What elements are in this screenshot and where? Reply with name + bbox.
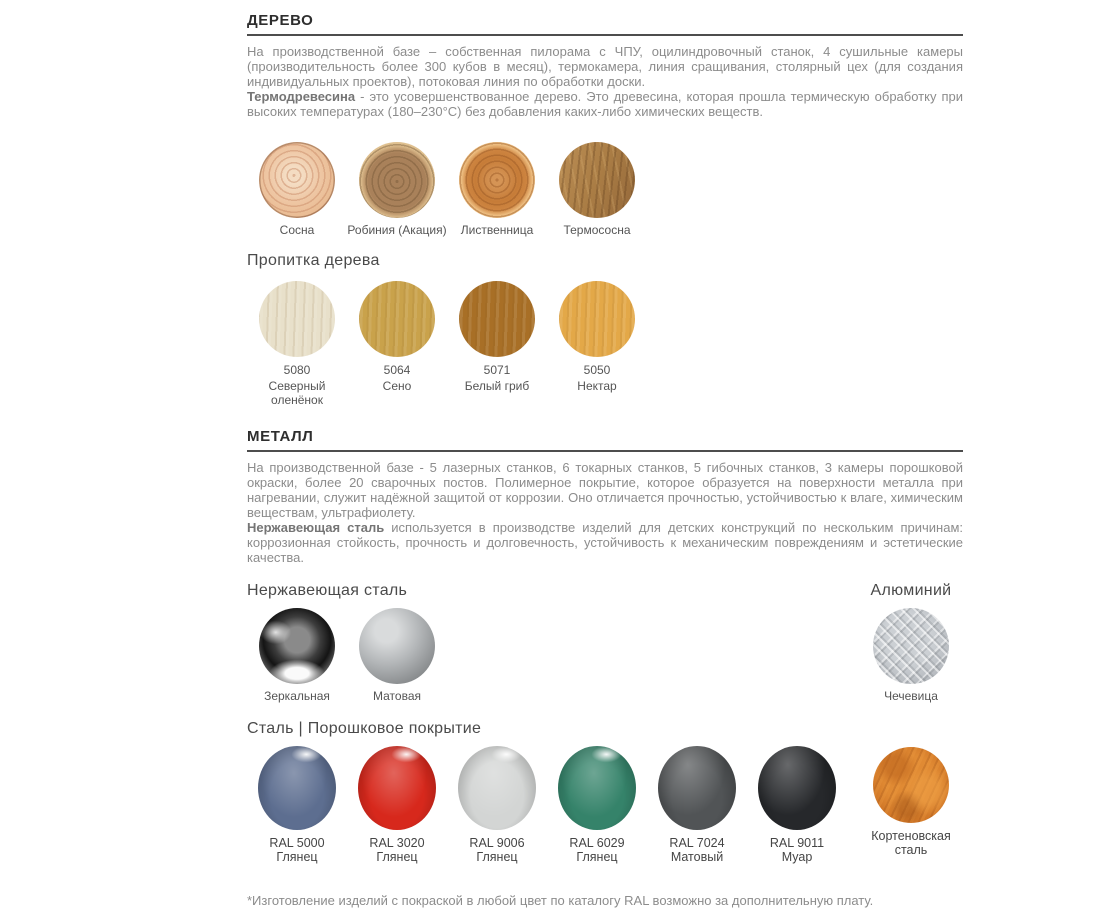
powder-group [247, 720, 847, 864]
powder-coating-row [247, 720, 963, 864]
swatch-label: Зеркальная [264, 689, 330, 703]
impregnation-heading: Пропитка дерева [247, 252, 380, 269]
wood-section-title: ДЕРЕВО [247, 12, 314, 29]
ral-finish: Глянец [576, 850, 618, 864]
ral-code: RAL 9006 [469, 836, 525, 850]
impregnation-name: Нектар [577, 379, 617, 393]
aluminum-checkerplate-image [873, 608, 949, 684]
ral-sphere-image [558, 746, 636, 830]
thermowood-lead: Термодревесина [247, 89, 356, 104]
ral-sphere-image [658, 746, 736, 830]
ral-sphere-image [758, 746, 836, 830]
wood-title-divider [247, 34, 963, 36]
ral-finish: Глянец [476, 850, 518, 864]
aluminum-heading: Алюминий [870, 582, 952, 599]
metal-title-divider [247, 450, 963, 452]
metal-section-title: МЕТАЛЛ [247, 428, 314, 445]
stainless-swatch-matte [347, 608, 447, 703]
swatch-label: Сосна [279, 223, 315, 237]
impregnation-code: 5080 [283, 363, 311, 377]
matte-steel-sphere-image [359, 608, 435, 684]
impregnation-swatch-5064 [347, 281, 447, 407]
impregnation-color-image [559, 281, 635, 357]
impregnation-name: Сено [382, 379, 412, 393]
ral-code: RAL 3020 [369, 836, 425, 850]
ral-code: RAL 9011 [769, 836, 825, 850]
ral-swatch-7024 [647, 746, 747, 864]
wood-species-row [247, 142, 963, 237]
pine-slice-image [259, 142, 335, 218]
ral-sphere-image [458, 746, 536, 830]
impregnation-swatch-5050 [547, 281, 647, 407]
page-content [247, 12, 963, 908]
swatch-label: Матовая [373, 689, 421, 703]
thermopine-image [559, 142, 635, 218]
wood-swatch-pine [247, 142, 347, 237]
ral-swatch-3020 [347, 746, 447, 864]
stainless-swatches [247, 608, 447, 703]
mirror-steel-sphere-image [259, 608, 335, 684]
impregnation-color-image [259, 281, 335, 357]
wood-swatch-robinia [347, 142, 447, 237]
stainless-text: используется в производстве изделий для детских конструкций по нескольким причинам: коррозионная стойкость, прочность и долговечность, устойчивость к механическим повреждениям и эстетические качества. [247, 520, 964, 565]
thermowood-paragraph [247, 89, 963, 119]
stainless-heading: Нержавеющая сталь [247, 582, 408, 599]
ral-code: RAL 5000 [269, 836, 325, 850]
stainless-swatch-mirror [247, 608, 347, 703]
wood-swatch-larch [447, 142, 547, 237]
stainless-lead: Нержавеющая сталь [247, 520, 385, 535]
aluminum-group [859, 582, 963, 703]
ral-code: RAL 6029 [569, 836, 625, 850]
stainless-group [247, 582, 447, 703]
wood-swatch-thermopine [547, 142, 647, 237]
ral-swatch-6029 [547, 746, 647, 864]
stainless-aluminum-row [247, 582, 963, 703]
ral-swatch-9006 [447, 746, 547, 864]
powder-heading-row [247, 720, 847, 746]
metal-intro-paragraph: На производственной базе - 5 лазерных станков, 6 токарных станков, 5 гибочных станков, 3 камеры порошковой окраски, более 20 сварочных постов. Полимерное покрытие, которое образуется на поверхности металла при нагревании, служит надёжной защитой от коррозии. Оно отличается прочностью, устойчивостью к влаге, химическим веществам, ультрафиолету. [247, 460, 963, 520]
wood-intro-paragraph: На производственной базе – собственная пилорама с ЧПУ, оцилиндровочный станок, 4 сушильные камеры (производительность более 300 кубов в месяц), термокамера, линия сращивания, столярный цех (для создания индивидуальных проектов), потоковая линия по обработки доски. [247, 44, 963, 89]
thermowood-text: - это усовершенствованное дерево. Это древесина, которая прошла термическую обработку при высоких температурах (180–230°C) без добавления каких-либо химических веществ. [247, 89, 963, 119]
robinia-slice-image [359, 142, 435, 218]
impregnation-color-image [359, 281, 435, 357]
ral-finish: Матовый [670, 850, 724, 864]
impregnation-swatch-5071 [447, 281, 547, 407]
corten-steel-image [873, 747, 949, 823]
wood-section [247, 12, 963, 407]
ral-swatches [247, 746, 847, 864]
swatch-label: Робиния (Акация) [347, 223, 447, 237]
swatch-label: Кортеновская сталь [871, 829, 951, 857]
stainless-heading-row [247, 582, 447, 608]
ral-footnote: *Изготовление изделий с покраской в любой цвет по каталогу RAL возможно за дополнительную плату. [247, 893, 874, 908]
ral-finish: Глянец [376, 850, 418, 864]
swatch-label: Лиственница [460, 223, 534, 237]
ral-code: RAL 7024 [669, 836, 725, 850]
stainless-paragraph [247, 520, 963, 565]
swatch-label: Термососна [563, 223, 631, 237]
corten-group [859, 720, 963, 864]
impregnation-row [247, 281, 963, 407]
ral-swatch-9011 [747, 746, 847, 864]
impregnation-code: 5071 [483, 363, 511, 377]
impregnation-name: Северный оленёнок [268, 379, 326, 407]
impregnation-color-image [459, 281, 535, 357]
ral-finish: Муар [781, 850, 813, 864]
impregnation-name: Белый гриб [464, 379, 530, 393]
ral-sphere-image [358, 746, 436, 830]
impregnation-code: 5064 [383, 363, 411, 377]
larch-slice-image [459, 142, 535, 218]
ral-swatch-5000 [247, 746, 347, 864]
ral-finish: Глянец [276, 850, 318, 864]
metal-section [247, 428, 963, 908]
impregnation-code: 5050 [583, 363, 611, 377]
impregnation-swatch-5080 [247, 281, 347, 407]
aluminum-heading-row [871, 582, 952, 608]
ral-sphere-image [258, 746, 336, 830]
swatch-label: Чечевица [884, 689, 938, 703]
powder-heading: Сталь | Порошковое покрытие [247, 720, 482, 737]
